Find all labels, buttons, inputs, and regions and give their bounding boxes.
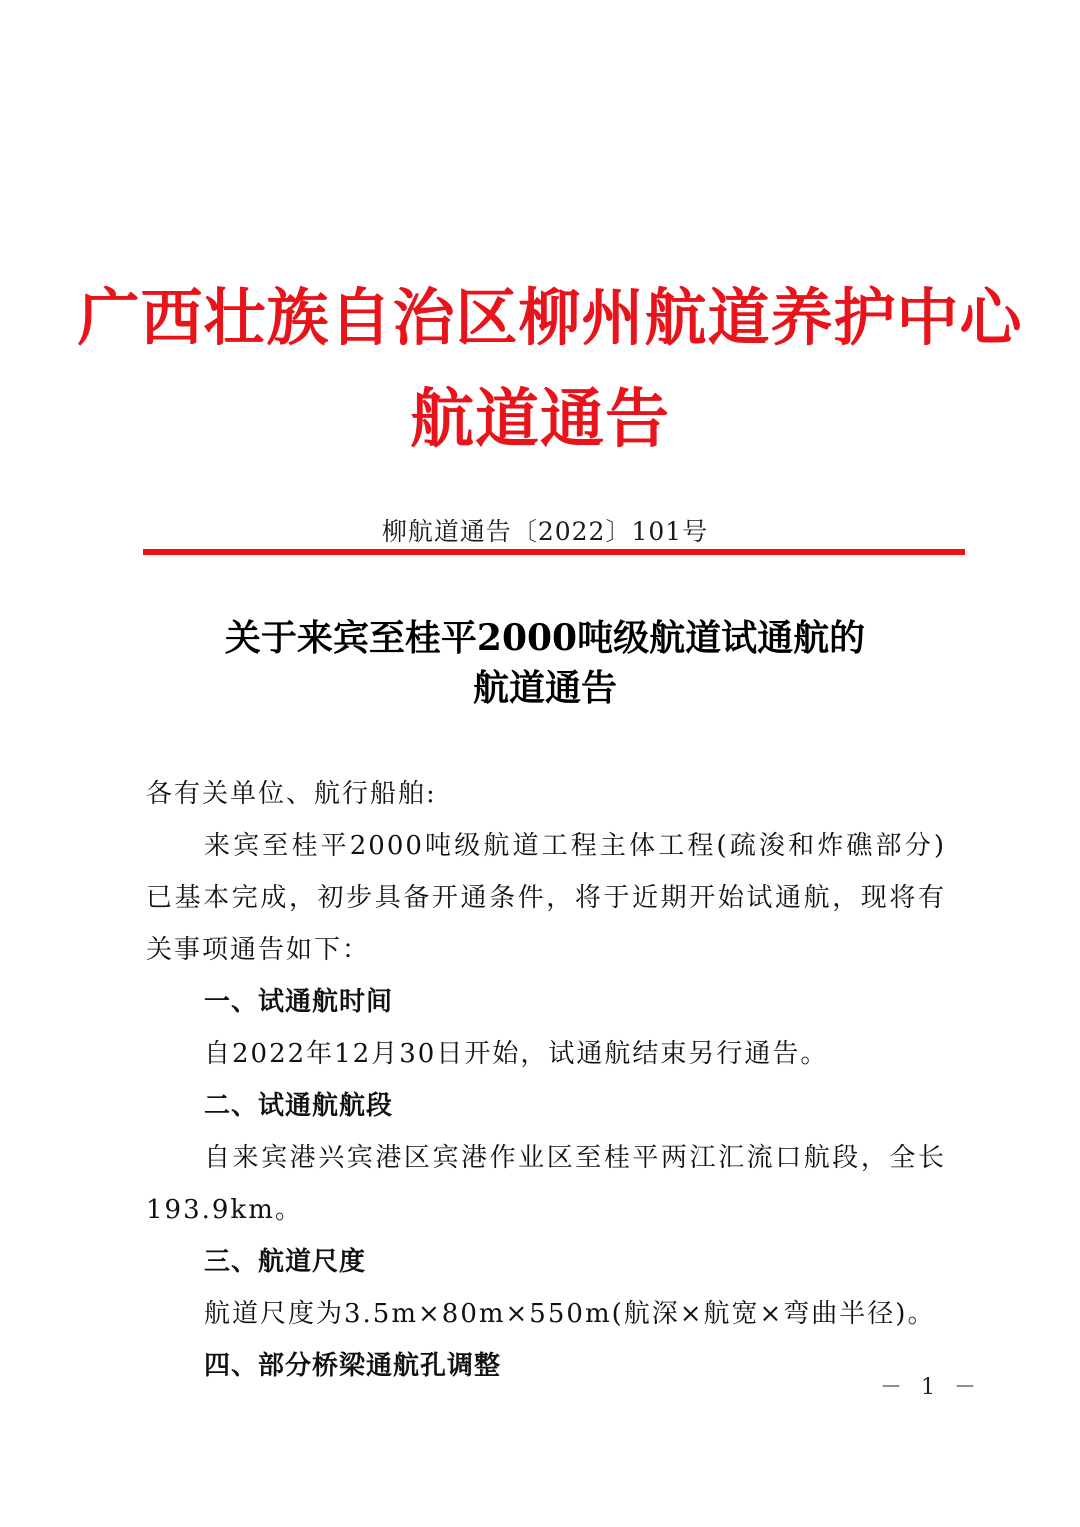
- document-type-title: 航道通告: [410, 382, 670, 457]
- subject-title-line-2: 航道通告: [472, 667, 617, 709]
- section-text-trial-segment: 自来宾港兴宾港区宾港作业区至桂平两江汇流口航段，全长193.9km。: [146, 1143, 946, 1225]
- section-heading-trial-segment: 二、试通航航段: [204, 1091, 394, 1121]
- section-text-channel-dimensions: 航道尺度为3.5m×80m×550m(航深×航宽×弯曲半径)。: [204, 1299, 936, 1329]
- section-heading-channel-dimensions: 三、航道尺度: [204, 1247, 367, 1277]
- section-heading-trial-time: 一、试通航时间: [204, 987, 394, 1017]
- section-heading-bridge-adjustment: 四、部分桥梁通航孔调整: [204, 1351, 502, 1381]
- page-number: － 1 －: [880, 1375, 982, 1400]
- issuing-organization-title: 广西壮族自治区柳州航道养护中心: [77, 281, 1023, 354]
- section-text-trial-time: 自2022年12月30日开始，试通航结束另行通告。: [204, 1039, 829, 1069]
- document-body: [146, 768, 946, 1392]
- intro-paragraph: 来宾至桂平2000吨级航道工程主体工程(疏浚和炸礁部分)已基本完成，初步具备开通条件，将于近期开始试通航，现将有关事项通告如下：: [146, 831, 946, 965]
- subject-title-line-1: 关于来宾至桂平2000吨级航道试通航的: [224, 617, 866, 659]
- salutation: 各有关单位、航行船舶:: [146, 779, 437, 809]
- red-divider-rule: [143, 549, 965, 555]
- document-number: 柳航道通告〔2022〕101号: [381, 517, 709, 546]
